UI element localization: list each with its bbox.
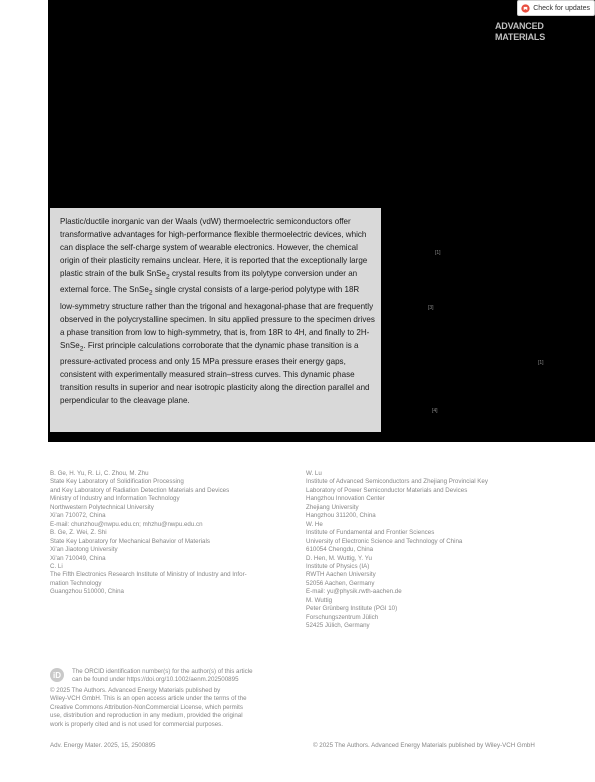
license-note [50, 687, 247, 729]
license-line: Creative Commons Attribution-NonCommercial License, which permits [50, 703, 243, 711]
footer-copyright: © 2025 The Authors. Advanced Energy Materials published by Wiley-VCH GmbH [313, 742, 535, 749]
affiliation-email[interactable]: E-mail: yu@physik.rwth-aachen.de [306, 588, 402, 596]
affiliation-line: Xi'an Jiaotong University [50, 546, 118, 554]
abstract-segment: single crystal consists of a large-period polytype with 18R low-symmetry structure rather than the trigonal and hexagonal-phase that are frequently observed in the polycrystalline specimen. In situ applied pressure to the specimen drives a phase transition from low to high-symmetry, that is, from 18R to 4H, and finally to 2H-SnSe [60, 285, 375, 350]
reference-marker[interactable]: [1] [435, 250, 441, 256]
affiliation-line: RWTH Aachen University [306, 571, 376, 579]
affiliation-line: Hangzhou 311200, China [306, 512, 376, 520]
affiliation-line: mation Technology [50, 579, 102, 587]
affiliation-line: Zhejiang University [306, 503, 359, 511]
crossmark-icon [521, 4, 530, 13]
affiliation-line: B. Ge, Z. Wei, Z. Shi [50, 529, 107, 537]
affiliation-line: Forschungszentrum Jülich [306, 613, 379, 621]
subscript: 2 [79, 345, 84, 353]
abstract-segment: Plastic/ductile inorganic van der Waals (vdW) thermoelectric semiconductors offer transformative advantages for high-performance flexible thermoelectric devices, which can displace the self-charge system of wearable electronics. However, the chemical origin of their plasticity remains unclear. Here, it is reported that the exceptionally large plastic strain of the bulk SnSe [60, 217, 368, 278]
affiliation-line: Northwestern Polytechnical University [50, 503, 154, 511]
affiliation-line: Xi'an 710072, China [50, 512, 106, 520]
license-line: © 2025 The Authors. Advanced Energy Materials published by [50, 687, 221, 694]
abstract-box [50, 208, 381, 432]
reference-marker[interactable]: [3] [428, 305, 434, 311]
journal-logo [495, 21, 545, 43]
subscript: 2 [148, 289, 153, 297]
affiliation-line: State Key Laboratory of Solidification Processing [50, 478, 184, 486]
reference-marker[interactable]: [4] [432, 408, 438, 414]
license-line: work is properly cited and is not used for commercial purposes. [50, 720, 223, 728]
affiliation-line: Institute of Fundamental and Frontier Sciences [306, 529, 435, 537]
affiliation-line: Hangzhou Innovation Center [306, 495, 385, 503]
affiliation-line: and Key Laboratory of Radiation Detection Materials and Devices [50, 486, 230, 494]
journal-logo-line-2: MATERIALS [494, 32, 545, 42]
affiliation-line: The Fifth Electronics Research Institute of Ministry of Industry and Infor- [50, 571, 247, 579]
affiliation-line: 610054 Chengdu, China [306, 546, 374, 554]
orcid-note [72, 668, 253, 685]
journal-logo-line-1: ADVANCED [494, 21, 544, 31]
affiliation-line: Guangzhou 510000, China [50, 588, 124, 596]
abstract-segment: . First principle calculations corroborate that the dynamic phase transition is a pressure-activated process and only 15 MPa pressure erases their energy gaps, consistent with experimentally measured strain–stress curves. This dynamic phase transition results in superior and near isotropic plasticity along the direction parallel and perpendicular to the cleavage plane. [60, 340, 370, 406]
footer-citation: Adv. Energy Mater. 2025, 15, 2500895 [50, 742, 156, 749]
subscript: 2 [166, 273, 170, 281]
license-line: use, distribution and reproduction in any medium, provided the original [50, 712, 243, 720]
license-line: Wiley-VCH GmbH. This is an open access article under the terms of the [50, 695, 247, 703]
affiliation-line: Peter Grünberg Institute (PGI 10) [306, 605, 398, 613]
abstract-text [60, 216, 375, 408]
affiliation-line: Ministry of Industry and Information Technology [50, 495, 180, 503]
affiliation-line: State Key Laboratory for Mechanical Behavior of Materials [50, 537, 210, 545]
check-for-updates-button[interactable] [517, 0, 595, 16]
affiliations-right [306, 470, 488, 631]
affiliation-line: D. Hen, M. Wuttig, Y. Yu [306, 554, 372, 562]
affiliation-line: Institute of Advanced Semiconductors and Zhejiang Provincial Key [306, 478, 488, 486]
affiliation-line: Laboratory of Power Semiconductor Materials and Devices [306, 486, 468, 494]
affiliation-line: B. Ge, H. Yu, R. Li, C. Zhou, M. Zhu [50, 470, 149, 477]
abstract-segment: crystal results from its polytype conversion under an external force. The SnSe [60, 268, 358, 295]
affiliation-email[interactable]: E-mail: chunzhou@nwpu.edu.cn; mhzhu@nwpu.edu.cn [50, 520, 203, 528]
reference-marker[interactable]: [1] [538, 360, 544, 366]
orcid-doi-link[interactable]: can be found under https://doi.org/10.1002/aenm.202500895 [72, 676, 239, 684]
affiliation-line: 52056 Aachen, Germany [306, 579, 375, 587]
affiliation-line: C. Li [50, 562, 63, 570]
affiliation-line: W. He [306, 520, 323, 528]
affiliations-left [50, 470, 247, 597]
affiliation-line: Institute of Physics (IA) [306, 562, 370, 570]
affiliation-line: University of Electronic Science and Technology of China [306, 537, 463, 545]
affiliation-line: W. Lu [306, 470, 322, 477]
affiliation-line: M. Wuttig [306, 596, 333, 604]
orcid-note-line: The ORCID identification number(s) for the author(s) of this article [72, 668, 253, 675]
affiliation-line: 52425 Jülich, Germany [306, 622, 370, 630]
affiliation-line: Xi'an 710049, China [50, 554, 106, 562]
check-for-updates-label: Check for updates [533, 4, 590, 12]
orcid-icon: iD [50, 668, 64, 682]
